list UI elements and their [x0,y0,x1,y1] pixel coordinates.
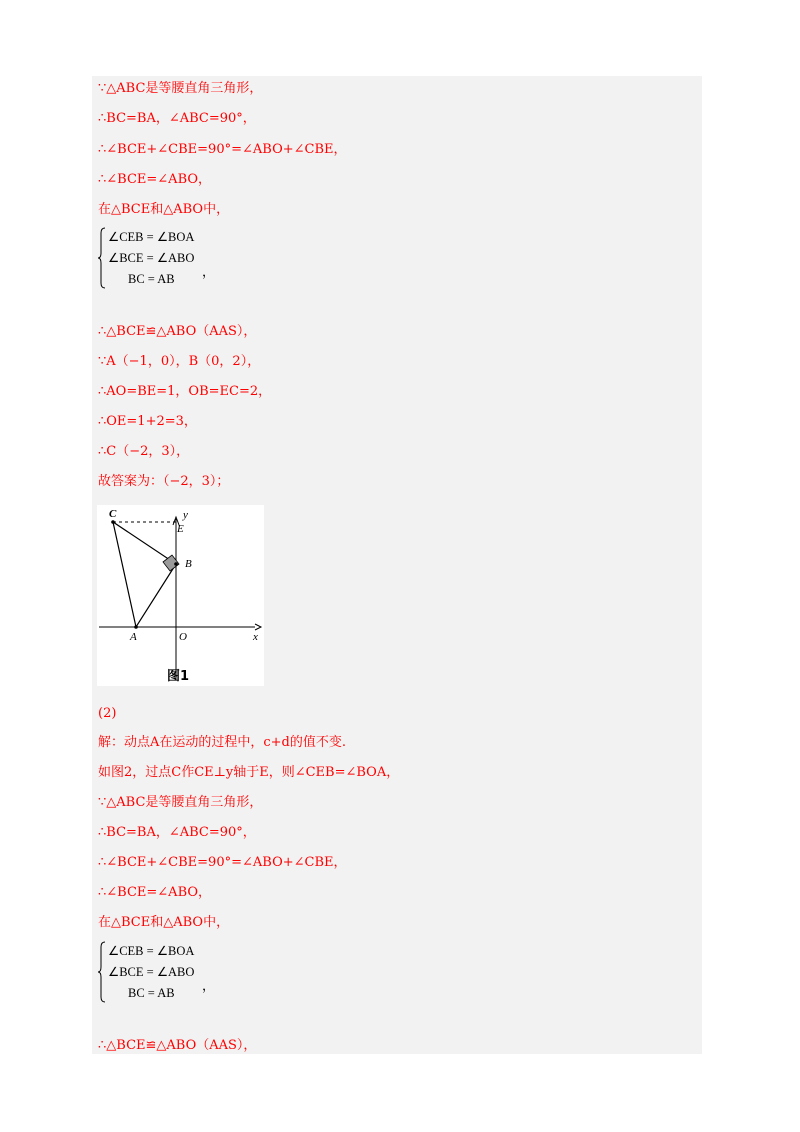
system-comma: ， [202,978,216,993]
label-b: B [185,558,192,570]
system-comma: ， [202,264,216,279]
text-line: ∴C（−2，3）， [98,444,190,459]
text-line: ∴△BCE≌△ABO（AAS）， [98,324,257,339]
equation-system [98,227,238,291]
text-line: ∵△ABC是等腰直角三角形， [98,795,263,810]
text-line: ∴△BCE≌△ABO（AAS）， [98,1038,257,1053]
text-line: ∵A（−1，0），B（0，2）， [98,354,261,369]
label-x: x [253,631,258,643]
text-line: ∴AO=BE=1，OB=EC=2， [98,384,272,399]
label-e: E [177,523,184,535]
figure-1 [97,505,264,686]
equation-system [98,941,238,1005]
text-line: ∴∠BCE=∠ABO， [98,172,212,187]
text-line: ∴∠BCE=∠ABO， [98,885,212,900]
system-row: ∠CEB = ∠BOA [108,944,195,958]
brace-icon [98,941,106,1003]
text-line: 解：动点A在运动的过程中，c+d的值不变. [98,735,347,750]
part-label: (2) [98,706,117,721]
figure-caption: 图1 [167,669,190,684]
system-row: ∠CEB = ∠BOA [108,230,195,244]
brace-icon [98,227,106,289]
text-line: 如图2，过点C作CE⊥y轴于E，则∠CEB=∠BOA， [98,765,400,780]
text-line: ∴∠BCE+∠CBE=90°=∠ABO+∠CBE， [98,855,347,870]
text-line: ∴BC=BA，∠ABC=90°， [98,825,256,840]
system-row: ∠BCE = ∠ABO [108,965,195,979]
text-line: ∴∠BCE+∠CBE=90°=∠ABO+∠CBE， [98,142,347,157]
text-line: 在△BCE和△ABO中， [98,202,230,217]
text-line: ∴BC=BA，∠ABC=90°， [98,111,256,126]
label-a: A [130,631,137,643]
system-row: BC = AB [128,272,175,286]
label-o: O [179,631,187,643]
text-line: ∴OE=1+2=3， [98,414,197,429]
system-row: BC = AB [128,986,175,1000]
label-y: y [183,509,188,521]
label-c: C [109,508,117,520]
text-line: ∵△ABC是等腰直角三角形， [98,81,263,96]
text-line: 在△BCE和△ABO中， [98,915,230,930]
text-line: 故答案为：（−2，3）； [98,474,230,489]
geometry-diagram [97,505,264,686]
system-row: ∠BCE = ∠ABO [108,251,195,265]
